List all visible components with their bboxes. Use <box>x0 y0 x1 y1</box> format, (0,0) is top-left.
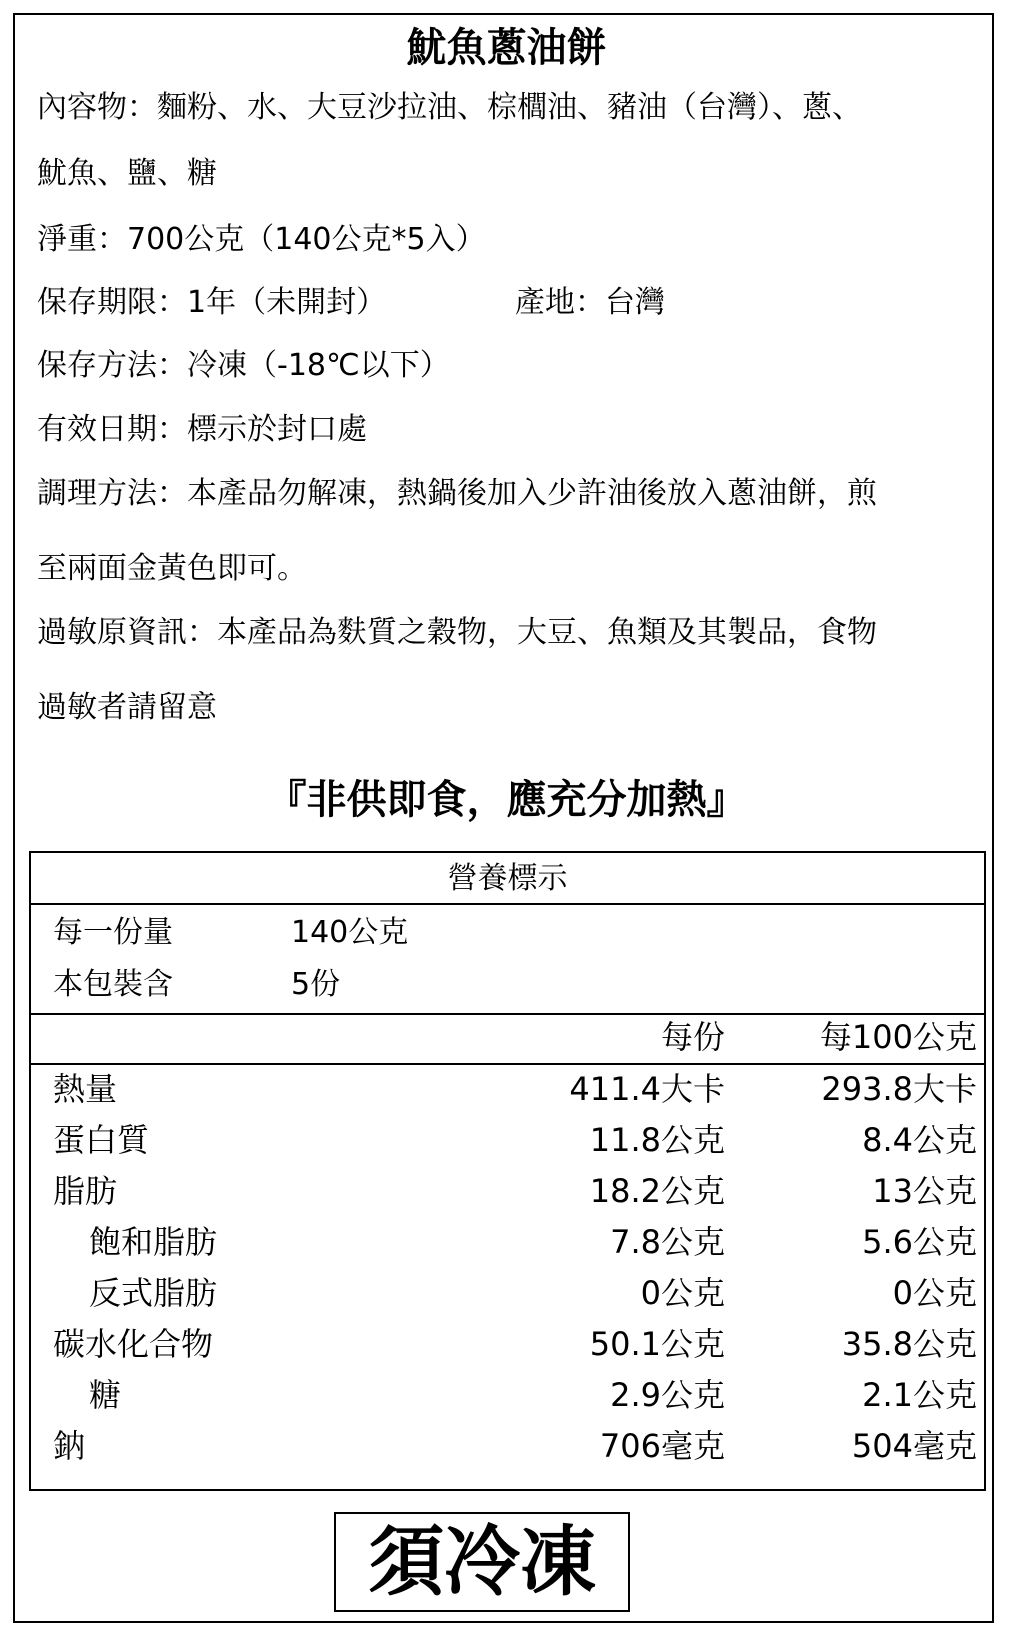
serving-size-value: 140公克 <box>291 915 409 950</box>
frozen-stamp: 須冷凍 <box>334 1512 630 1612</box>
nutrient-per-serving: 7.8公克 <box>610 1223 725 1261</box>
nutrient-name: 糖 <box>89 1376 122 1414</box>
nutrient-per-100g: 293.8大卡 <box>821 1070 977 1108</box>
nutrition-table <box>29 851 986 1491</box>
shelf-life: 保存期限：1年（未開封） <box>37 285 387 320</box>
nutrient-per-serving: 11.8公克 <box>589 1121 725 1159</box>
nutrient-name: 熱量 <box>53 1070 118 1108</box>
servings-value: 5份 <box>291 967 341 1002</box>
nutrient-per-100g: 13公克 <box>872 1172 977 1210</box>
col-header-per-100g: 每100公克 <box>819 1018 977 1056</box>
serving-size-label: 每一份量 <box>53 915 173 950</box>
nutrient-per-100g: 504毫克 <box>851 1427 977 1465</box>
origin: 產地：台灣 <box>515 285 665 320</box>
col-header-per-serving: 每份 <box>660 1018 725 1056</box>
nutrient-per-serving: 18.2公克 <box>589 1172 725 1210</box>
nutrient-name: 反式脂肪 <box>89 1274 218 1312</box>
nutrient-name: 鈉 <box>53 1427 86 1465</box>
nutrient-per-100g: 0公克 <box>892 1274 977 1312</box>
nutrient-per-100g: 2.1公克 <box>862 1376 977 1414</box>
net-weight: 淨重：700公克（140公克*5入） <box>37 222 486 257</box>
nutrient-per-serving: 50.1公克 <box>589 1325 725 1363</box>
nutrient-name: 碳水化合物 <box>53 1325 214 1363</box>
heating-warning: 『非供即食，應充分加熱』 <box>266 777 747 823</box>
nutrient-per-100g: 8.4公克 <box>862 1121 977 1159</box>
nutrient-per-serving: 706毫克 <box>599 1427 725 1465</box>
nutrient-per-serving: 0公克 <box>640 1274 725 1312</box>
nutrient-name: 飽和脂肪 <box>89 1223 218 1261</box>
nutrient-per-serving: 2.9公克 <box>610 1376 725 1414</box>
product-title: 魷魚蔥油餅 <box>406 25 607 71</box>
nutrient-per-100g: 35.8公克 <box>841 1325 977 1363</box>
divider <box>31 1063 984 1065</box>
nutrient-name: 蛋白質 <box>53 1121 150 1159</box>
expiry-date: 有效日期：標示於封口處 <box>37 412 367 447</box>
nutrient-per-serving: 411.4大卡 <box>569 1070 725 1108</box>
cooking-line-1: 調理方法：本產品勿解凍，熱鍋後加入少許油後放入蔥油餅，煎 <box>37 476 877 511</box>
ingredients-line-1: 內容物：麵粉、水、大豆沙拉油、棕櫚油、豬油（台灣）、蔥、 <box>37 90 862 125</box>
nutrient-per-100g: 5.6公克 <box>862 1223 977 1261</box>
nutrient-name: 脂肪 <box>53 1172 118 1210</box>
storage-method: 保存方法：冷凍（-18℃以下） <box>37 348 450 383</box>
servings-label: 本包裝含 <box>53 967 173 1002</box>
allergen-line-1: 過敏原資訊：本產品為麩質之穀物，大豆、魚類及其製品，食物 <box>37 615 877 650</box>
nutrition-title: 營養標示 <box>31 853 984 905</box>
cooking-line-2: 至兩面金黃色即可。 <box>37 551 307 586</box>
ingredients-line-2: 魷魚、鹽、糖 <box>37 156 217 191</box>
allergen-line-2: 過敏者請留意 <box>37 690 217 725</box>
